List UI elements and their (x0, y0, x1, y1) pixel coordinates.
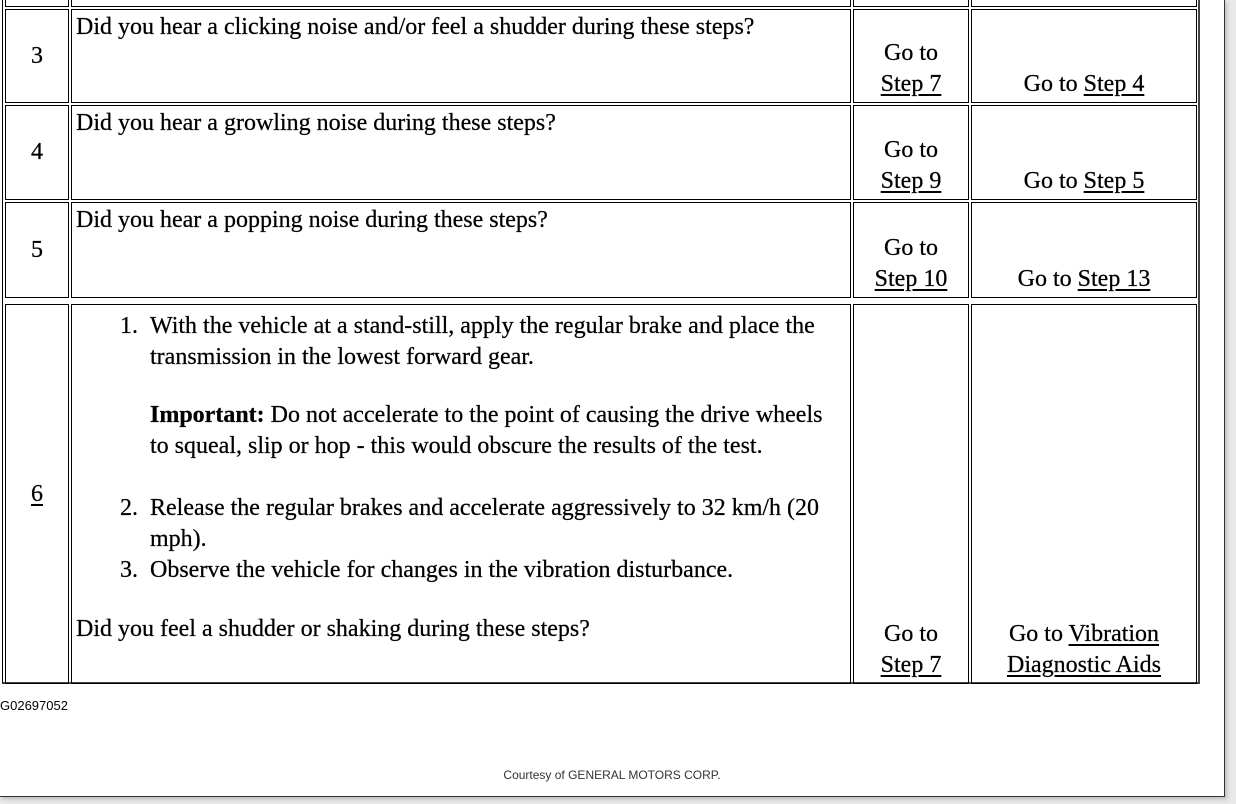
step-number-link[interactable]: 6 (31, 480, 43, 507)
no-prefix: Go to (1023, 168, 1078, 194)
step-question: Did you feel a shudder or shaking during these steps? (76, 616, 590, 642)
prev-row-yes-cell (853, 0, 969, 7)
yes-prefix: Go to (884, 137, 938, 163)
prev-row-action-cell (71, 0, 851, 7)
step-question: Did you hear a clicking noise and/or feel a shudder during these steps? (71, 9, 851, 103)
yes-cell (853, 9, 969, 103)
no-cell (971, 9, 1197, 103)
no-prefix: Go to (1008, 621, 1063, 647)
action-item: 3. Observe the vehicle for changes in the vibration disturbance. (144, 555, 846, 586)
important-text: Do not accelerate to the point of causing the drive wheels to squeal, slip or hop - this would obscure the results of the test. (150, 402, 823, 459)
no-prefix: Go to (1017, 266, 1072, 292)
figure-id: G02697052 (0, 698, 68, 713)
step-question: Did you hear a growling noise during these steps? (71, 105, 851, 200)
prev-row-no-cell (971, 0, 1197, 7)
step-number (5, 304, 69, 684)
step-number: 5 (5, 202, 69, 298)
no-step-link[interactable]: Step 13 (1077, 266, 1151, 292)
yes-cell (853, 304, 969, 684)
step-question: Did you hear a popping noise during these steps? (71, 202, 851, 298)
yes-step-link[interactable]: Step 9 (880, 168, 942, 194)
diagnostic-table (2, 0, 1200, 684)
yes-cell (853, 202, 969, 298)
step-number: 3 (5, 9, 69, 103)
action-list (76, 311, 846, 586)
important-label: Important: (150, 402, 265, 428)
no-cell (971, 105, 1197, 200)
yes-step-link[interactable]: Step 10 (874, 266, 948, 292)
yes-prefix: Go to (884, 621, 938, 647)
no-cell (971, 304, 1197, 684)
yes-step-link[interactable]: Step 7 (880, 652, 942, 678)
yes-prefix: Go to (884, 40, 938, 66)
courtesy-footer: Courtesy of GENERAL MOTORS CORP. (503, 768, 721, 782)
step-action (71, 304, 851, 684)
important-note (150, 400, 846, 462)
no-step-link[interactable]: Step 4 (1083, 71, 1145, 97)
action-item: 2. Release the regular brakes and accelerate aggressively to 32 km/h (20 mph). (144, 493, 846, 555)
action-item: 1. With the vehicle at a stand-still, apply the regular brake and place the transmission in the lowest forward gear. Important: Do not accelerate to the point of causing the drive wheels to squeal, slip or hop - this would obscure the results of the test. (144, 311, 846, 462)
yes-prefix: Go to (884, 235, 938, 261)
no-vibration-link[interactable]: Vibration Diagnostic Aids (1007, 621, 1161, 678)
prev-row-step-cell (5, 0, 69, 7)
yes-step-link[interactable]: Step 7 (880, 71, 942, 97)
no-cell (971, 202, 1197, 298)
yes-cell (853, 105, 969, 200)
no-prefix: Go to (1023, 71, 1078, 97)
no-step-link[interactable]: Step 5 (1083, 168, 1145, 194)
step-number: 4 (5, 105, 69, 200)
